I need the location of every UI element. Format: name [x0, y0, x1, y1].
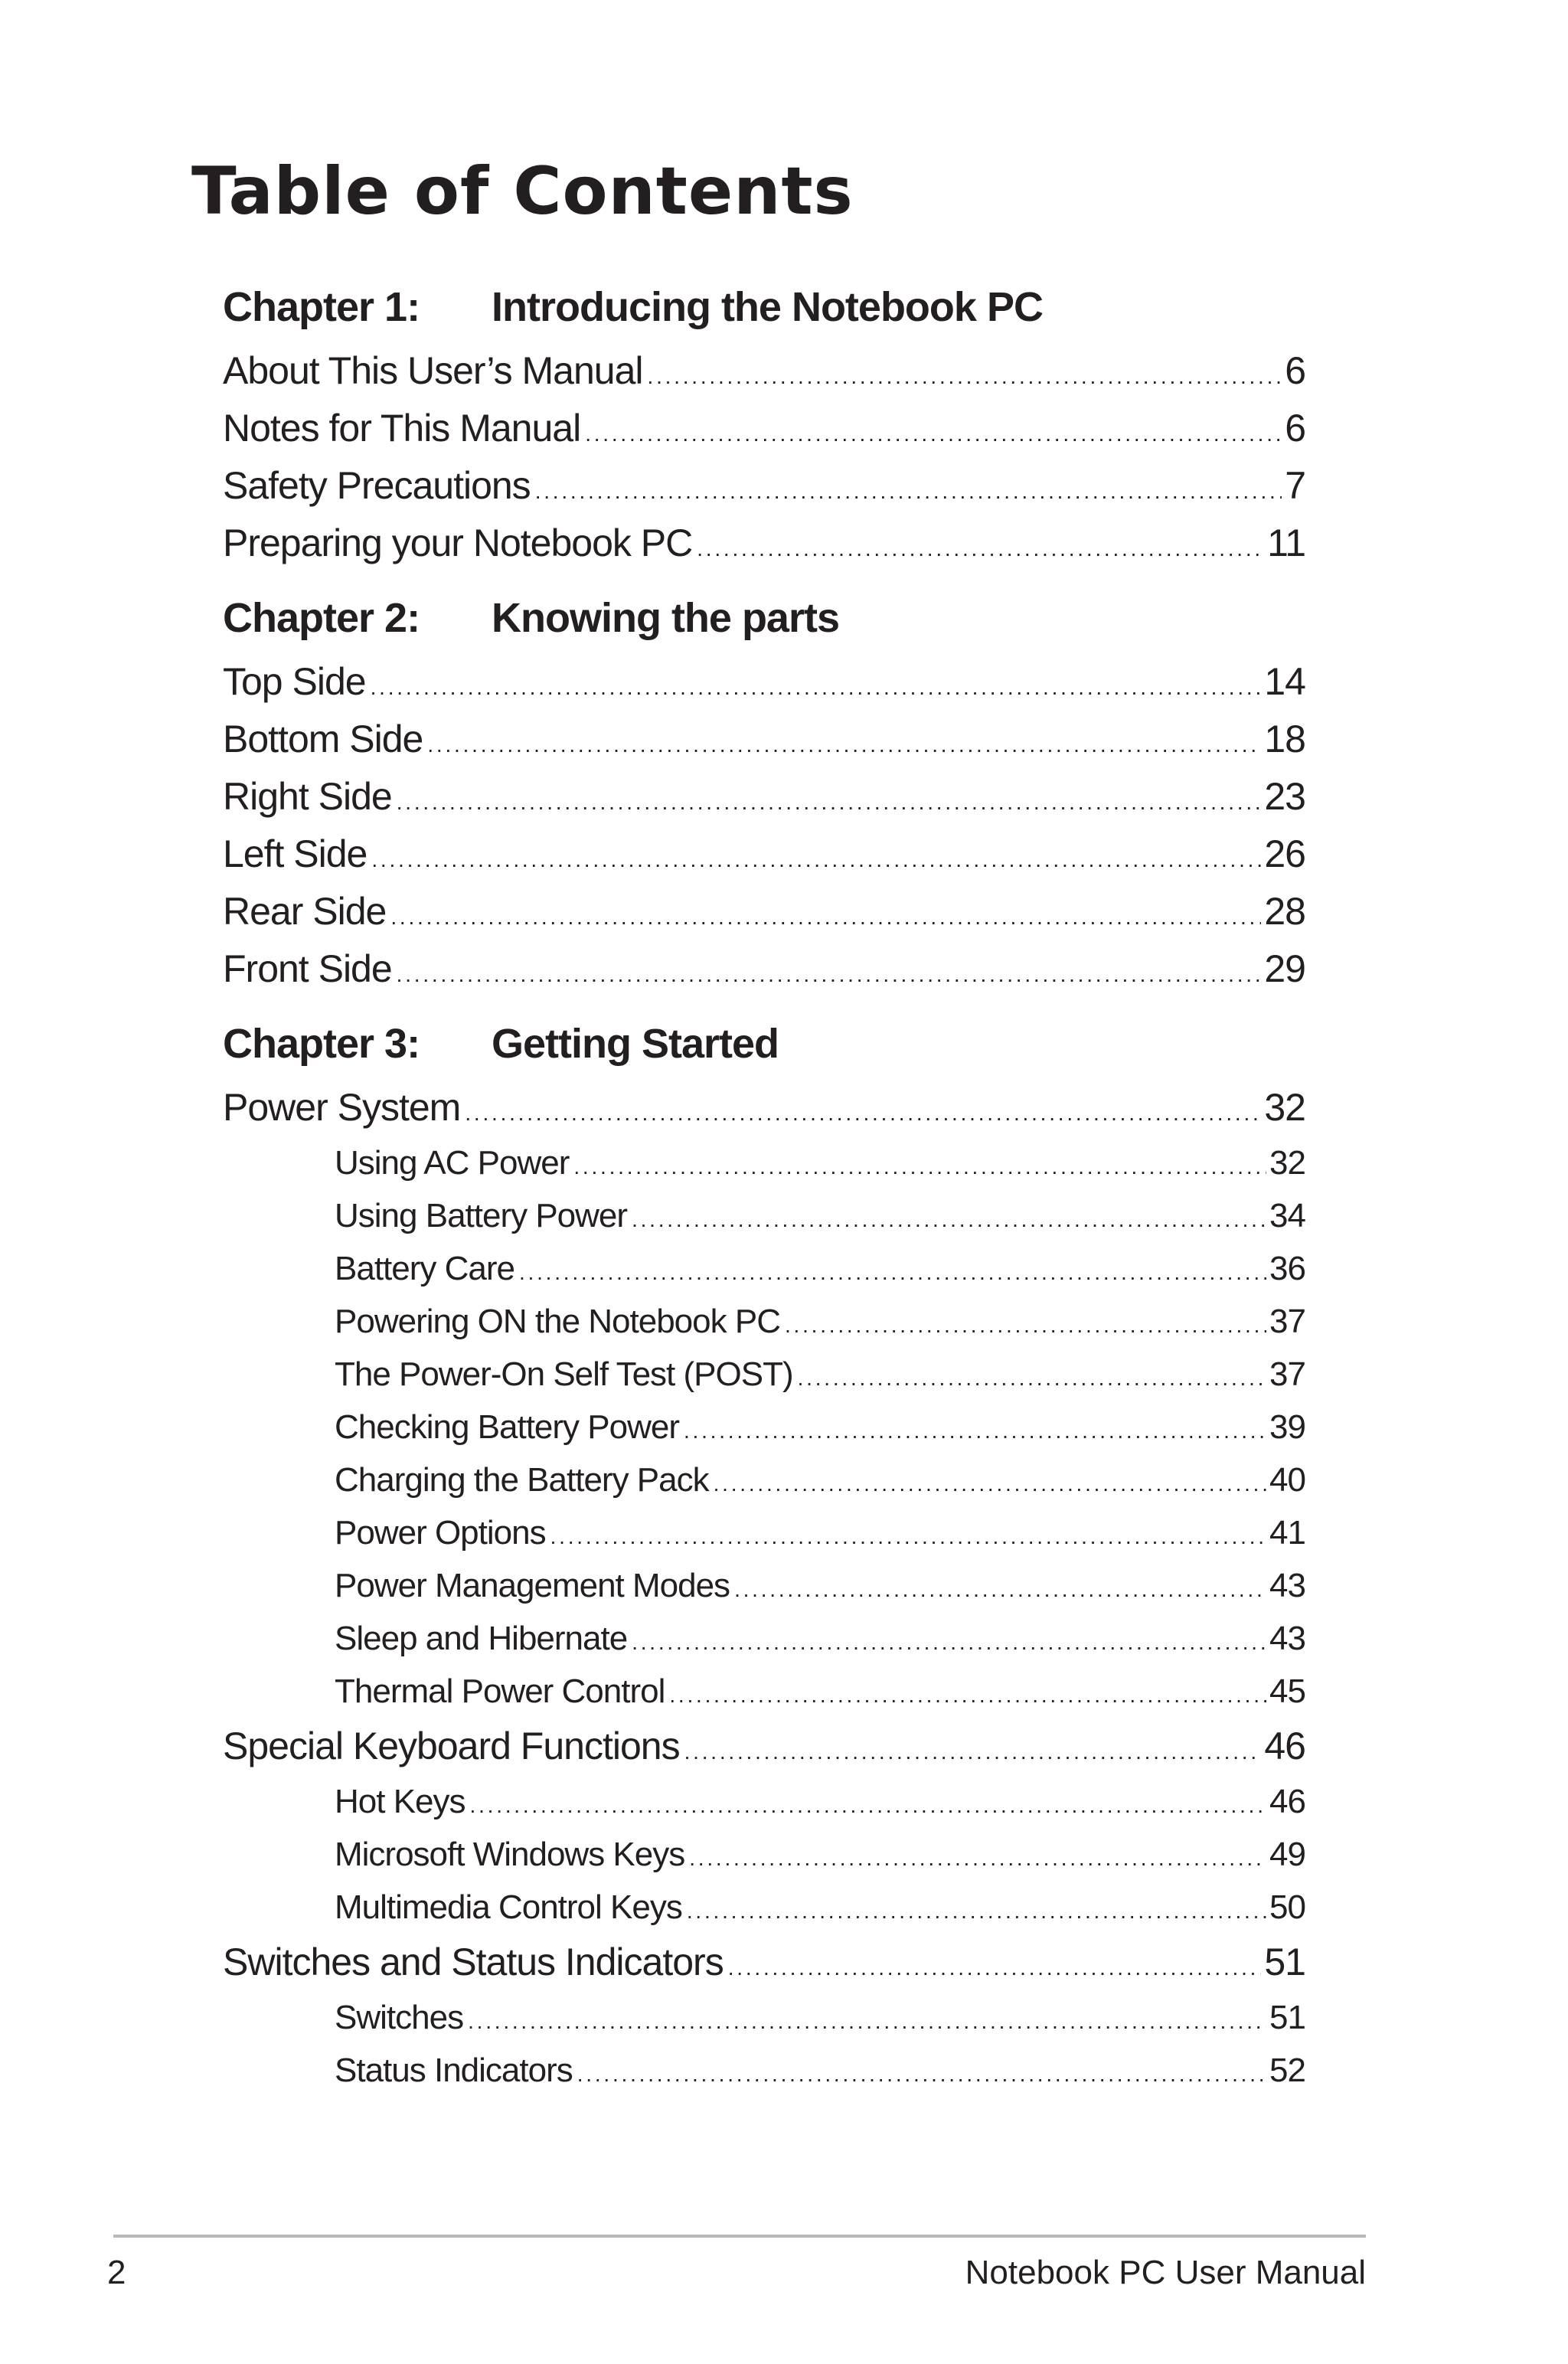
- toc-subentry: [223, 1612, 1305, 1665]
- entry-label: Right Side: [223, 775, 392, 818]
- entry-label: Power System: [223, 1086, 461, 1129]
- chapter-heading: [223, 583, 1305, 653]
- chapter-section: [223, 583, 1305, 998]
- dot-leader: [684, 1723, 1262, 1780]
- entry-label: Hot Keys: [335, 1783, 466, 1820]
- entry-page-number: 46: [1269, 1783, 1305, 1820]
- footer-page-number: 2: [107, 2254, 126, 2291]
- entry-label: Multimedia Control Keys: [335, 1888, 682, 1926]
- dot-leader: [550, 1510, 1266, 1563]
- dot-leader: [573, 1140, 1266, 1193]
- entry-page-number: 34: [1269, 1197, 1305, 1234]
- toc-subentry: [223, 1828, 1305, 1881]
- entry-label: Status Indicators: [335, 2052, 573, 2089]
- toc-entry: [223, 826, 1305, 883]
- dot-leader: [669, 1669, 1266, 1722]
- dot-leader: [689, 1832, 1266, 1885]
- entry-label: About This User’s Manual: [223, 349, 643, 392]
- entry-page-number: 51: [1264, 1941, 1305, 1983]
- toc-subentry: [223, 1559, 1305, 1612]
- entry-label: Microsoft Windows Keys: [335, 1836, 685, 1873]
- dot-leader: [468, 1995, 1266, 2048]
- entry-label: Preparing your Notebook PC: [223, 522, 693, 564]
- entry-label: Battery Care: [335, 1250, 514, 1287]
- toc-entry-list: [223, 1079, 1305, 2097]
- entry-page-number: 37: [1269, 1355, 1305, 1393]
- chapter-title: Introducing the Notebook PC: [492, 284, 1043, 330]
- chapter-number: Chapter 3:: [223, 1021, 420, 1067]
- dot-leader: [728, 1939, 1262, 1996]
- footer-divider: [113, 2235, 1366, 2238]
- toc-entry-list: [223, 653, 1305, 998]
- dot-leader: [470, 1779, 1267, 1832]
- entry-label: Using Battery Power: [335, 1197, 628, 1234]
- toc-subentry: [223, 1881, 1305, 1934]
- entry-page-number: 6: [1285, 349, 1305, 392]
- entry-page-number: 39: [1269, 1408, 1305, 1446]
- entry-page-number: 36: [1269, 1250, 1305, 1287]
- entry-label: Checking Battery Power: [335, 1408, 679, 1446]
- dot-leader: [785, 1299, 1266, 1352]
- toc-entry: [223, 1718, 1305, 1775]
- entry-label: Using AC Power: [335, 1144, 570, 1182]
- entry-page-number: 43: [1269, 1567, 1305, 1604]
- toc-entry: [223, 400, 1305, 457]
- entry-page-number: 26: [1264, 832, 1305, 875]
- entry-label: Bottom Side: [223, 718, 423, 760]
- entry-label: Charging the Battery Pack: [335, 1461, 709, 1499]
- entry-page-number: 18: [1264, 718, 1305, 760]
- chapter-heading: [223, 272, 1305, 342]
- entry-label: Thermal Power Control: [335, 1672, 665, 1710]
- toc-subentry: [223, 2044, 1305, 2097]
- dot-leader: [687, 1885, 1266, 1937]
- entry-page-number: 14: [1264, 660, 1305, 703]
- entry-label: Top Side: [223, 660, 366, 703]
- dot-leader: [390, 888, 1261, 946]
- toc-entry: [223, 711, 1305, 768]
- dot-leader: [585, 405, 1282, 463]
- toc-entry: [223, 1934, 1305, 1991]
- dot-leader: [697, 520, 1264, 577]
- entry-page-number: 45: [1269, 1672, 1305, 1710]
- entry-label: Rear Side: [223, 890, 387, 933]
- toc-entry: [223, 883, 1305, 940]
- toc-subentry: [223, 1136, 1305, 1189]
- toc-entry: [223, 457, 1305, 515]
- page-title: Table of Contents: [191, 153, 854, 230]
- toc-subentry: [223, 1242, 1305, 1295]
- dot-leader: [632, 1616, 1266, 1669]
- table-of-contents: [223, 272, 1305, 2097]
- toc-subentry: [223, 1775, 1305, 1828]
- toc-entry: [223, 768, 1305, 826]
- dot-leader: [577, 2048, 1266, 2101]
- entry-label: The Power-On Self Test (POST): [335, 1355, 793, 1393]
- dot-leader: [714, 1457, 1266, 1510]
- dot-leader: [371, 831, 1261, 888]
- entry-page-number: 29: [1264, 947, 1305, 990]
- dot-leader: [684, 1404, 1266, 1457]
- entry-label: Powering ON the Notebook PC: [335, 1303, 780, 1340]
- entry-page-number: 37: [1269, 1303, 1305, 1340]
- toc-subentry: [223, 1506, 1305, 1559]
- entry-page-number: 41: [1269, 1514, 1305, 1551]
- toc-entry: [223, 1079, 1305, 1136]
- entry-page-number: 51: [1269, 1999, 1305, 2036]
- entry-page-number: 46: [1264, 1725, 1305, 1767]
- dot-leader: [519, 1246, 1266, 1299]
- toc-entry: [223, 342, 1305, 400]
- entry-label: Notes for This Manual: [223, 407, 581, 450]
- entry-label: Special Keyboard Functions: [223, 1725, 680, 1767]
- dot-leader: [648, 348, 1282, 405]
- entry-page-number: 6: [1285, 407, 1305, 450]
- toc-entry-list: [223, 342, 1305, 572]
- toc-subentry: [223, 1665, 1305, 1718]
- entry-label: Sleep and Hibernate: [335, 1620, 628, 1657]
- entry-page-number: 11: [1267, 522, 1305, 564]
- entry-page-number: 32: [1264, 1086, 1305, 1129]
- entry-page-number: 7: [1285, 464, 1305, 507]
- dot-leader: [397, 773, 1262, 831]
- entry-label: Power Options: [335, 1514, 546, 1551]
- toc-subentry: [223, 1348, 1305, 1401]
- chapter-title: Getting Started: [492, 1021, 779, 1067]
- entry-label: Switches: [335, 1999, 464, 2036]
- chapter-number: Chapter 1:: [223, 284, 420, 330]
- dot-leader: [465, 1084, 1261, 1142]
- toc-entry: [223, 653, 1305, 711]
- dot-leader: [734, 1563, 1266, 1616]
- entry-label: Safety Precautions: [223, 464, 531, 507]
- toc-subentry: [223, 1453, 1305, 1506]
- entry-page-number: 23: [1264, 775, 1305, 818]
- chapter-heading: [223, 1009, 1305, 1079]
- entry-label: Power Management Modes: [335, 1567, 730, 1604]
- entry-label: Front Side: [223, 947, 392, 990]
- dot-leader: [535, 463, 1282, 520]
- entry-page-number: 43: [1269, 1620, 1305, 1657]
- chapter-number: Chapter 2:: [223, 595, 420, 641]
- entry-page-number: 52: [1269, 2052, 1305, 2089]
- dot-leader: [371, 659, 1262, 716]
- entry-label: Switches and Status Indicators: [223, 1941, 724, 1983]
- entry-page-number: 28: [1264, 890, 1305, 933]
- chapter-section: [223, 1009, 1305, 2097]
- entry-page-number: 32: [1269, 1144, 1305, 1182]
- entry-page-number: 49: [1269, 1836, 1305, 1873]
- chapter-title: Knowing the parts: [492, 595, 839, 641]
- dot-leader: [632, 1193, 1266, 1246]
- dot-leader: [798, 1352, 1266, 1404]
- footer-document-title: Notebook PC User Manual: [965, 2254, 1366, 2291]
- dot-leader: [397, 946, 1262, 1003]
- chapter-section: [223, 272, 1305, 572]
- toc-entry: [223, 940, 1305, 998]
- dot-leader: [427, 716, 1261, 773]
- toc-subentry: [223, 1401, 1305, 1453]
- toc-subentry: [223, 1189, 1305, 1242]
- entry-label: Left Side: [223, 832, 368, 875]
- toc-subentry: [223, 1991, 1305, 2044]
- entry-page-number: 40: [1269, 1461, 1305, 1499]
- toc-entry: [223, 515, 1305, 572]
- toc-subentry: [223, 1295, 1305, 1348]
- entry-page-number: 50: [1269, 1888, 1305, 1926]
